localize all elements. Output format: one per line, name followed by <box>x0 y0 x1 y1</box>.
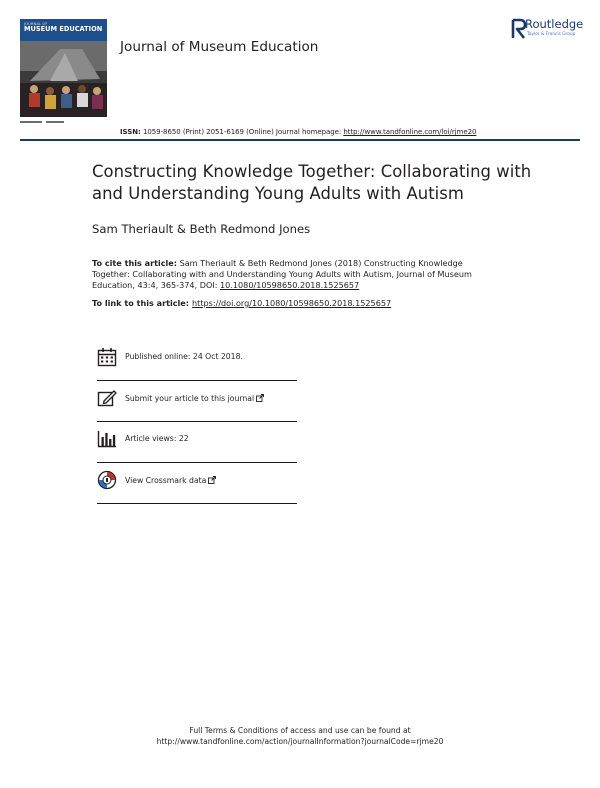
external-link-icon <box>256 394 264 402</box>
journal-title: Journal of Museum Education <box>120 39 319 55</box>
meta-separator <box>97 380 297 381</box>
bar-chart-icon <box>97 429 117 449</box>
crossmark-row[interactable] <box>97 470 297 500</box>
meta-separator <box>97 503 297 504</box>
issn-text: 1059-8650 (Print) 2051-6169 (Online) Journal homepage: <box>140 128 344 136</box>
crossmark-label: View Crossmark data <box>125 476 207 485</box>
published-row <box>97 347 297 377</box>
crossmark-icon <box>97 470 117 490</box>
cover-title: MUSEUM EDUCATION <box>24 25 103 33</box>
brand-subtitle: Taylor & Francis Group <box>527 32 576 37</box>
submit-row[interactable] <box>97 388 297 418</box>
cite-text: Sam Theriault & Beth Redmond Jones (2018) Constructing Knowledge Together: Collaborating with and Understanding Young Adults with Autism, Journal of Museum Education, 43:4, 365-374, DOI: <box>92 258 472 290</box>
link-label: To link to this article: <box>92 298 190 308</box>
external-link-icon <box>208 476 216 484</box>
meta-separator <box>97 462 297 463</box>
article-authors: Sam Theriault & Beth Redmond Jones <box>92 222 311 236</box>
doi-link[interactable]: 10.1080/10598650.2018.1525657 <box>220 280 360 290</box>
journal-cover <box>20 19 107 117</box>
cover-photo <box>20 41 107 117</box>
views-row <box>97 429 297 459</box>
cover-kicker: JOURNAL OF <box>24 22 48 26</box>
cover-footer-lines <box>20 121 107 125</box>
edit-pencil-icon <box>97 388 117 408</box>
published-date: Published online: 24 Oct 2018. <box>125 352 243 361</box>
calendar-icon <box>97 347 117 367</box>
issn-label: ISSN: <box>120 128 141 136</box>
article-link[interactable]: https://doi.org/10.1080/10598650.2018.1525657 <box>192 298 392 308</box>
article-title: Constructing Knowledge Together: Collaborating with and Understanding Young Adults with Autism <box>92 162 532 203</box>
article-link-line <box>92 298 391 308</box>
footer-terms: Full Terms & Conditions of access and use can be found at <box>189 726 411 735</box>
submit-article-label: Submit your article to this journal <box>125 394 255 403</box>
header-rule <box>20 139 580 141</box>
issn-line <box>120 128 476 136</box>
citation-block <box>92 258 492 291</box>
footer-terms-link[interactable]: http://www.tandfonline.com/action/journalInformation?journalCode=rjme20 <box>156 737 444 746</box>
crossmark-link[interactable] <box>125 476 216 485</box>
brand-name: Routledge <box>525 17 584 31</box>
meta-separator <box>97 421 297 422</box>
submit-article-link[interactable] <box>125 394 264 403</box>
cite-label: To cite this article: <box>92 258 178 268</box>
article-views: Article views: 22 <box>125 434 189 443</box>
journal-homepage-link[interactable]: http://www.tandfonline.com/loi/rjme20 <box>343 128 477 136</box>
